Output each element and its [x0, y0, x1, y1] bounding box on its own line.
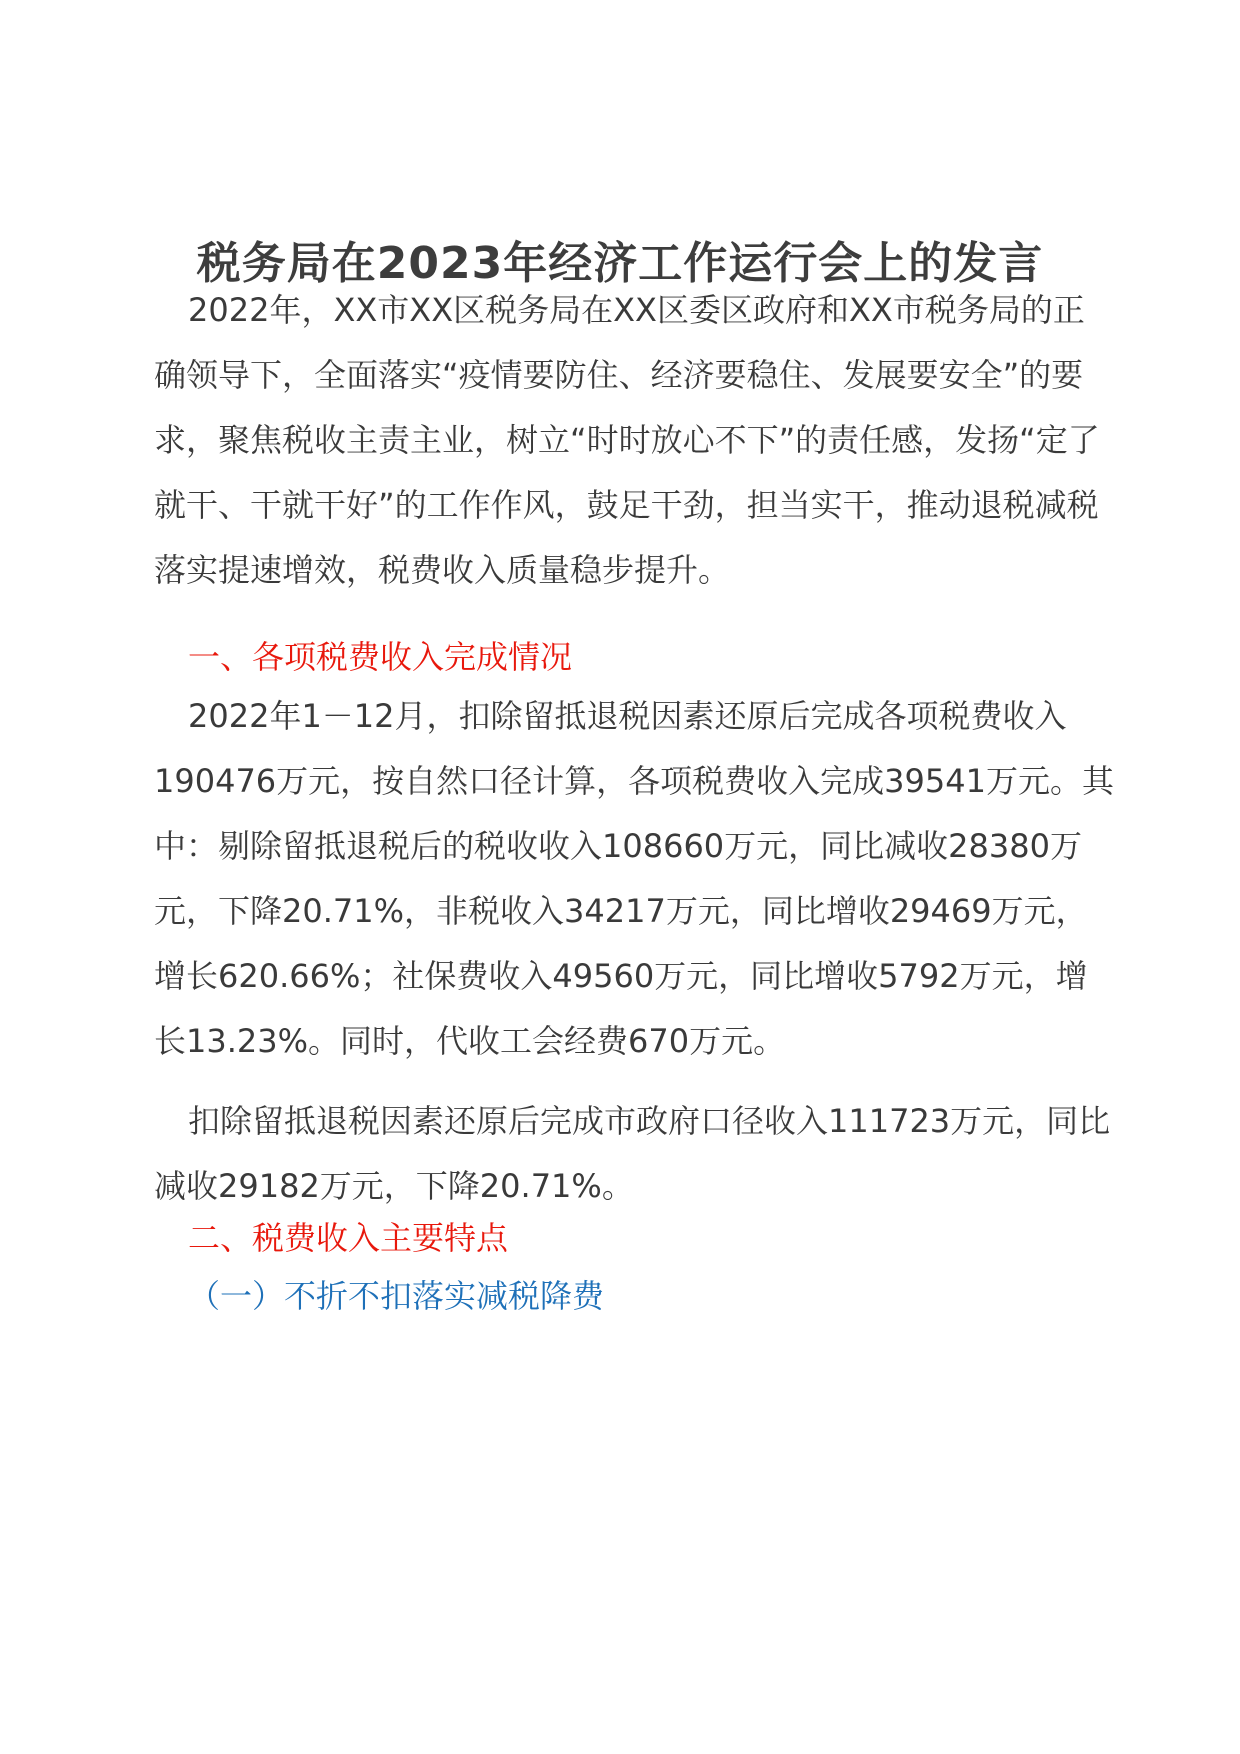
section-heading-1: 一、各项税费收入完成情况 [188, 638, 573, 676]
revenue-paragraph: 2022年1－12月，扣除留抵退税因素还原后完成各项税费收入190476万元，按自然口径计算，各项税费收入完成39541万元。其中：剔除留抵退税后的税收收入108660万元，同比减收28380万元，下降20.71%，非税收入34217万元，同比增收29469万元，增长620.66%；社保费收入49560万元，同比增收5792万元，增长13.23%。同时，代收工会经费670万元。 [154, 697, 1114, 1060]
section-heading-2: 二、税费收入主要特点 [188, 1219, 509, 1257]
subsection-heading-1: （一）不折不扣落实减税降费 [188, 1277, 605, 1315]
document-title: 税务局在2023年经济工作运行会上的发言 [196, 238, 1044, 289]
intro-paragraph: 2022年，XX市XX区税务局在XX区委区政府和XX市税务局的正确领导下，全面落实“疫情要防住、经济要稳住、发展要安全”的要求，聚焦税收主责主业，树立“时时放心不下”的责任感，发扬“定了就干、干就干好”的工作作风，鼓足干劲，担当实干，推动退税减税落实提速增效，税费收入质量稳步提升。 [154, 291, 1100, 589]
city-revenue-paragraph: 扣除留抵退税因素还原后完成市政府口径收入111723万元，同比减收29182万元，下降20.71%。 [154, 1102, 1111, 1205]
